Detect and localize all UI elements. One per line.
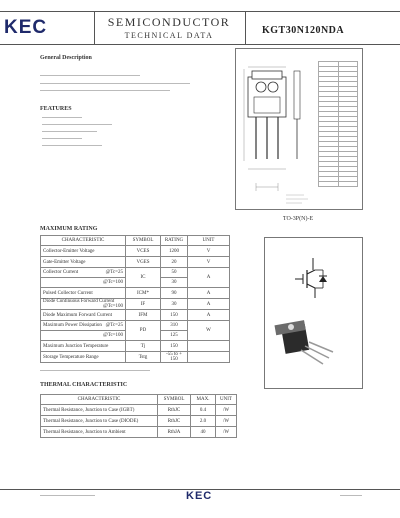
igbt-symbol-and-photo	[265, 238, 362, 388]
table-row	[41, 288, 230, 299]
table-row	[41, 352, 230, 363]
table-row	[41, 341, 230, 352]
col-max: MAX.	[191, 395, 216, 405]
cell: Thermal Resistance, Junction to Ambient	[41, 427, 158, 438]
faint-footer-text	[40, 495, 95, 496]
faint-footnote-line	[40, 370, 150, 371]
package-outline-drawing	[235, 48, 363, 210]
thermal-table	[40, 394, 237, 438]
col-unit: UNIT	[188, 236, 230, 246]
cell: Thermal Resistance, Junction to Case (DIODE)	[41, 416, 158, 427]
cell: 0.4	[191, 405, 216, 416]
cell-condition: @Tc=25	[105, 270, 123, 275]
cell: RthJC	[158, 416, 191, 427]
header-subtitle: TECHNICAL DATA	[124, 31, 214, 40]
cell: Pulsed Collector Current	[41, 288, 126, 299]
col-unit: UNIT	[216, 395, 237, 405]
cell-label: Maximum Power Dissipation	[43, 323, 102, 328]
cell: /W	[216, 416, 237, 427]
cell: A	[188, 299, 230, 310]
cell: IF	[126, 299, 161, 310]
cell: 1200	[161, 246, 188, 257]
cell: 30	[161, 299, 188, 310]
cell: Collector-Emitter Voltage	[41, 246, 126, 257]
part-number: KGT30N120NDA	[262, 25, 345, 36]
cell: ICM*	[126, 288, 161, 299]
cell: -55 to + 150	[161, 352, 188, 363]
cell: 125	[161, 331, 188, 341]
cell: IC	[126, 268, 161, 288]
table-row	[41, 427, 237, 438]
thermal-characteristic-title: THERMAL CHARACTERISTIC	[40, 382, 128, 388]
cell-condition: @Tc=100	[41, 278, 126, 288]
table-row	[41, 321, 230, 331]
col-characteristic: CHARACTERISTIC	[41, 395, 158, 405]
cell: Thermal Resistance, Junction to Case (IGBT)	[41, 405, 158, 416]
faint-text-line	[42, 145, 102, 146]
faint-text-line	[40, 75, 140, 76]
cell: 30	[161, 278, 188, 288]
cell: A	[188, 268, 230, 288]
table-row	[41, 416, 237, 427]
cell: VCES	[126, 246, 161, 257]
cell: IFM	[126, 310, 161, 321]
cell: 310	[161, 321, 188, 331]
table-row	[41, 299, 230, 310]
header-bottom-rule	[0, 44, 400, 45]
header-title: SEMICONDUCTOR	[107, 15, 231, 29]
cell: PD	[126, 321, 161, 341]
table-row	[41, 310, 230, 321]
cell-condition: @Tc=100	[41, 331, 126, 341]
cell-label: Collector Current	[43, 270, 79, 275]
cell: 20	[161, 257, 188, 268]
faint-text-line	[42, 131, 97, 132]
faint-text-line	[42, 138, 82, 139]
faint-text-line	[40, 90, 170, 91]
cell: 150	[161, 310, 188, 321]
faint-text-line	[42, 124, 112, 125]
cell: Maximum Junction Temperature	[41, 341, 126, 352]
faint-text-line	[42, 117, 82, 118]
maximum-rating-table	[40, 235, 230, 363]
maximum-rating-title: MAXIMUM RATING	[40, 226, 98, 232]
header-divider-right	[245, 11, 246, 44]
cell: /W	[216, 427, 237, 438]
table-row	[41, 257, 230, 268]
table-row	[41, 246, 230, 257]
cell	[41, 268, 126, 278]
cell: 90	[161, 288, 188, 299]
cell: /W	[216, 405, 237, 416]
cell: 40	[191, 427, 216, 438]
cell	[188, 352, 230, 363]
cell: Gate-Emitter Voltage	[41, 257, 126, 268]
dimension-table	[318, 61, 358, 187]
col-characteristic: CHARACTERISTIC	[41, 236, 126, 246]
col-symbol: SYMBOL	[126, 236, 161, 246]
cell-condition: @Tc=100	[103, 304, 123, 309]
cell: V	[188, 257, 230, 268]
col-symbol: SYMBOL	[158, 395, 191, 405]
cell: Tstg	[126, 352, 161, 363]
cell: A	[188, 310, 230, 321]
cell: Storage Temperature Range	[41, 352, 126, 363]
package-label: TO-3P(N)-E	[282, 216, 314, 222]
table-row	[41, 268, 230, 278]
faint-text-line	[40, 83, 190, 84]
cell: RthJA	[158, 427, 191, 438]
cell: VGES	[126, 257, 161, 268]
general-description-title: General Description	[40, 55, 92, 61]
footer-kec-logo: KEC	[186, 490, 213, 502]
cell: Diode Maximum Forward Current	[41, 310, 126, 321]
cell-condition: @Tc=25	[105, 323, 123, 328]
cell: V	[188, 246, 230, 257]
table-row	[41, 405, 237, 416]
cell: RthJC	[158, 405, 191, 416]
cell-label: Diode Continuous Forward Current	[43, 299, 115, 304]
cell: 2.0	[191, 416, 216, 427]
device-image-box	[264, 237, 363, 389]
kec-logo: KEC	[4, 17, 48, 38]
col-rating: RATING	[161, 236, 188, 246]
cell	[188, 341, 230, 352]
cell	[41, 299, 126, 310]
cell	[41, 321, 126, 331]
cell: Tj	[126, 341, 161, 352]
faint-footer-text	[340, 495, 362, 496]
cell: 50	[161, 268, 188, 278]
features-title: FEATURES	[40, 106, 72, 112]
cell: A	[188, 288, 230, 299]
header-top-rule	[0, 11, 400, 12]
cell: W	[188, 321, 230, 341]
cell: 150	[161, 341, 188, 352]
